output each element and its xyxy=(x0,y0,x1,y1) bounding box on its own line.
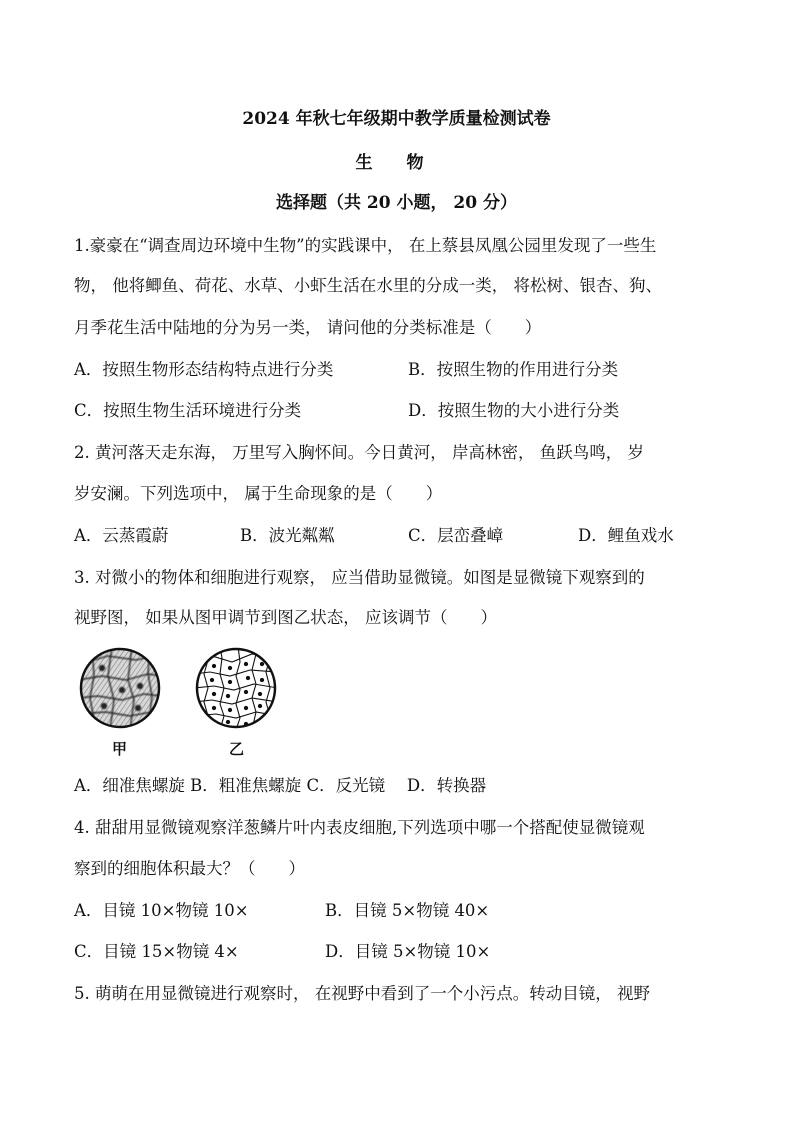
q2-line-2: 岁安澜。下列选项中， 属于生命现象的是（ ） xyxy=(74,484,443,503)
q4-line-1: 4. 甜甜用显微镜观察洋葱鳞片叶内表皮细胞,下列选项中哪一个搭配使显微镜观 xyxy=(74,818,645,837)
q2-option-b: B．波光粼粼 xyxy=(240,526,335,545)
q4-option-a: A．目镜 10×物镜 10× xyxy=(74,901,249,920)
q3-line-1: 3. 对微小的物体和细胞进行观察， 应当借助显微镜。如图是显微镜下观察到的 xyxy=(74,568,645,587)
q1-option-c: C．按照生物生活环境进行分类 xyxy=(74,401,302,420)
q3-options: A．细准焦螺旋 B．粗准焦螺旋 C．反光镜 D．转换器 xyxy=(74,776,487,795)
q4-line-2: 察到的细胞体积最大？（ ） xyxy=(74,859,305,878)
q1-option-b: B．按照生物的作用进行分类 xyxy=(408,360,619,379)
microscope-view-blurry-figure xyxy=(78,646,162,730)
q2-option-c: C．层峦叠嶂 xyxy=(408,526,504,545)
microscope-view-clear-figure xyxy=(194,646,278,730)
q2-option-d: D．鲤鱼戏水 xyxy=(578,526,674,545)
subject-title: 生 物 xyxy=(355,153,438,173)
figure-caption-jia: 甲 xyxy=(112,740,128,758)
q4-option-b: B．目镜 5×物镜 40× xyxy=(325,901,490,920)
q4-option-d: D．目镜 5×物镜 10× xyxy=(325,942,491,961)
q4-option-c: C．目镜 15×物镜 4× xyxy=(74,942,239,961)
section-heading: 选择题（共 20 小题， 20 分） xyxy=(276,193,517,213)
q3-line-2: 视野图， 如果从图甲调节到图乙状态， 应该调节（ ） xyxy=(74,608,497,627)
q1-line-2: 物， 他将鲫鱼、荷花、水草、小虾生活在水里的分成一类， 将松树、银杏、狗、 xyxy=(74,276,662,295)
q1-option-d: D．按照生物的大小进行分类 xyxy=(408,401,620,420)
q1-option-a: A．按照生物形态结构特点进行分类 xyxy=(74,360,334,379)
q2-option-a: A．云蒸霞蔚 xyxy=(74,526,169,545)
q2-line-1: 2. 黄河落天走东海， 万里写入胸怀间。今日黄河， 岸高林密， 鱼跃鸟鸣， 岁 xyxy=(74,443,644,462)
exam-title: 2024 年秋七年级期中教学质量检测试卷 xyxy=(242,109,551,129)
q5-line-1: 5. 萌萌在用显微镜进行观察时， 在视野中看到了一个小污点。转动目镜， 视野 xyxy=(74,984,650,1003)
q1-line-3: 月季花生活中陆地的分为另一类， 请问他的分类标准是（ ） xyxy=(74,318,542,337)
q1-line-1: 1.豪豪在“调查周边环境中生物”的实践课中， 在上蔡县凤凰公园里发现了一些生 xyxy=(74,236,657,255)
figure-caption-yi: 乙 xyxy=(229,740,245,758)
